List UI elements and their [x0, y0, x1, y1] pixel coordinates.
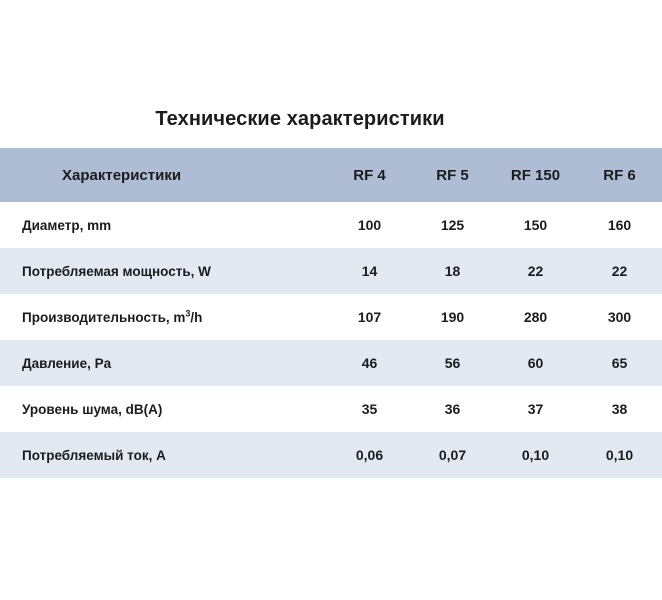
row-label-airflow-exponent: 3	[185, 308, 191, 318]
cell-pressure-rf150: 60	[527, 355, 544, 371]
table-row	[0, 432, 662, 478]
specifications-table-wrapper	[0, 148, 636, 478]
row-label-airflow-tail: /h	[190, 309, 203, 325]
column-header-characteristics: Характеристики	[62, 166, 182, 184]
column-header-rf4: RF 4	[353, 166, 386, 184]
table-header-row	[0, 148, 662, 202]
cell-diameter-rf150: 150	[523, 217, 548, 233]
table-row	[0, 386, 662, 432]
cell-current-rf6: 0,10	[605, 447, 634, 463]
table-header	[0, 148, 662, 202]
table-row	[0, 340, 662, 386]
row-label-current: Потребляемый ток, A	[22, 447, 166, 463]
table-row	[0, 294, 662, 340]
cell-pressure-rf4: 46	[361, 355, 378, 371]
row-label-noise: Уровень шума, dB(A)	[22, 401, 163, 417]
cell-current-rf150: 0,10	[521, 447, 550, 463]
cell-diameter-rf5: 125	[440, 217, 465, 233]
column-header-rf6: RF 6	[603, 166, 636, 184]
row-label-airflow-text: Производительность, m	[22, 309, 186, 325]
cell-airflow-rf5: 190	[440, 309, 465, 325]
row-label-pressure: Давление, Pa	[22, 355, 112, 371]
column-header-rf5: RF 5	[436, 166, 469, 184]
cell-pressure-rf5: 56	[444, 355, 461, 371]
cell-airflow-rf150: 280	[523, 309, 548, 325]
cell-noise-rf150: 37	[527, 401, 544, 417]
cell-current-rf5: 0,07	[438, 447, 467, 463]
row-label-airflow	[0, 294, 328, 340]
cell-current-rf4: 0,06	[355, 447, 384, 463]
cell-noise-rf5: 36	[444, 401, 461, 417]
row-label-power: Потребляемая мощность, W	[22, 263, 211, 279]
cell-power-rf6: 22	[611, 263, 628, 279]
table-row	[0, 248, 662, 294]
specifications-table	[0, 148, 662, 478]
cell-diameter-rf6: 160	[607, 217, 632, 233]
cell-diameter-rf4: 100	[357, 217, 382, 233]
cell-noise-rf4: 35	[361, 401, 378, 417]
cell-airflow-rf6: 300	[607, 309, 632, 325]
cell-power-rf5: 18	[444, 263, 461, 279]
row-label-diameter: Диаметр, mm	[22, 217, 112, 233]
page-title: Технические характеристики	[155, 108, 445, 130]
cell-power-rf4: 14	[361, 263, 378, 279]
cell-power-rf150: 22	[527, 263, 544, 279]
table-row	[0, 202, 662, 248]
table-body	[0, 202, 662, 478]
cell-noise-rf6: 38	[611, 401, 628, 417]
cell-pressure-rf6: 65	[611, 355, 628, 371]
cell-airflow-rf4: 107	[357, 309, 382, 325]
column-header-rf150: RF 150	[510, 166, 561, 184]
